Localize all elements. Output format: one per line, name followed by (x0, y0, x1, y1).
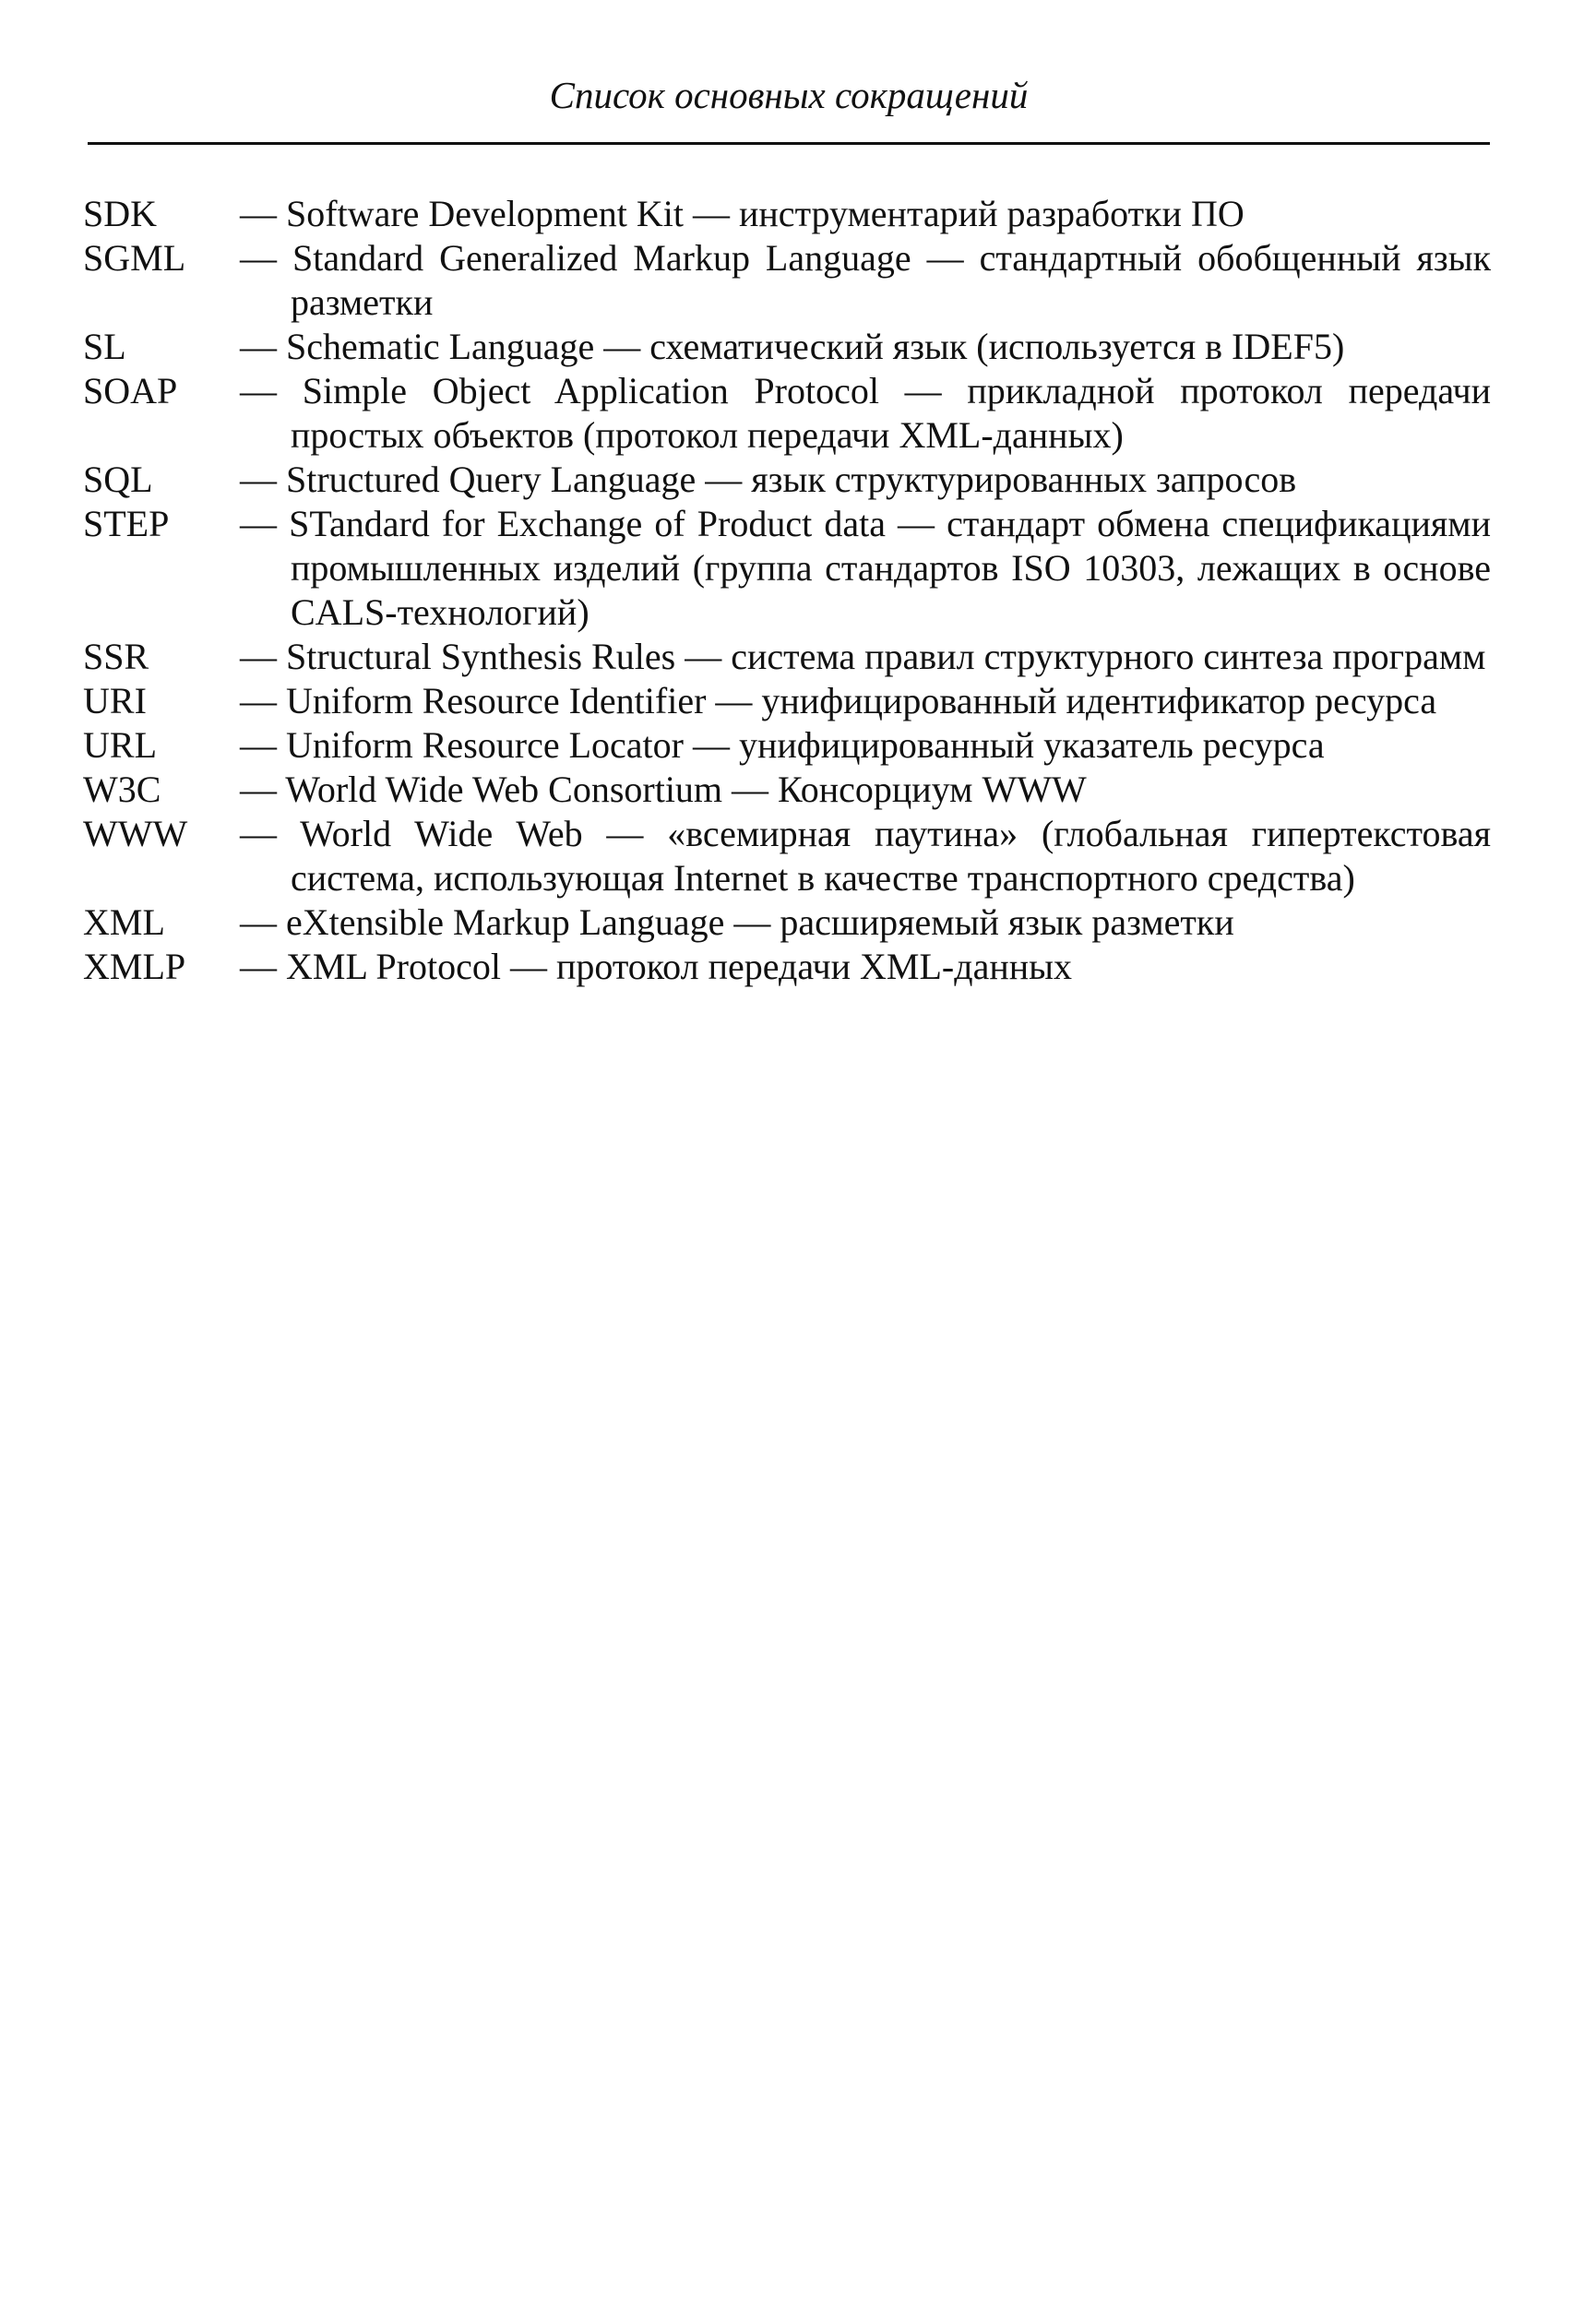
abbreviation-entry (83, 458, 1491, 502)
abbreviation-term: SSR (83, 636, 149, 677)
abbreviation-term: XML (83, 901, 165, 943)
abbreviation-term: SGML (83, 237, 186, 279)
abbreviation-definition: — STandard for Exchange of Product data — стандарт обмена спецификациями промышленных изделий (группа стандартов ISO 10303, лежащих в основе CALS-технологий) (240, 503, 1491, 633)
abbreviation-definition: — World Wide Web — «всемирная паутина» (глобальная гипертекстовая система, использующая Internet в качестве транспортного средства) (240, 813, 1491, 899)
abbreviation-term: SL (83, 326, 126, 367)
abbreviation-entry (83, 192, 1491, 236)
abbreviation-entry (83, 236, 1491, 325)
abbreviation-term: W3C (83, 769, 161, 810)
abbreviation-definition: — Structured Query Language — язык структурированных запросов (240, 459, 1297, 500)
abbreviation-definition: — World Wide Web Consortium — Консорциум WWW (240, 769, 1087, 810)
abbreviation-definition: — Uniform Resource Identifier — унифицированный идентификатор ресурса (240, 680, 1437, 721)
running-title: Список основных сокращений (549, 74, 1029, 116)
abbreviation-entry (83, 325, 1491, 369)
abbreviation-entry (83, 635, 1491, 679)
abbreviation-entry (83, 900, 1491, 945)
abbreviation-entry (83, 723, 1491, 768)
abbreviation-definition: — Standard Generalized Markup Language — стандартный обобщенный язык разметки (240, 237, 1491, 323)
abbreviation-definition: — XML Protocol — протокол передачи XML-данных (240, 946, 1073, 987)
abbreviation-entry (83, 945, 1491, 989)
abbreviation-entry (83, 369, 1491, 458)
abbreviation-term: SQL (83, 459, 153, 500)
abbreviation-definition: — Simple Object Application Protocol — прикладной протокол передачи простых объектов (протокол передачи XML-данных) (240, 370, 1491, 456)
abbreviation-term: URI (83, 680, 147, 721)
abbreviation-term: SDK (83, 193, 158, 234)
abbreviation-term: SOAP (83, 370, 178, 411)
abbreviation-term: URL (83, 724, 157, 766)
abbreviation-entry (83, 679, 1491, 723)
abbreviation-list (83, 192, 1491, 989)
abbreviation-entry (83, 768, 1491, 812)
abbreviation-entry (83, 502, 1491, 635)
abbreviation-definition: — eXtensible Markup Language — расширяемый язык разметки (240, 901, 1234, 943)
abbreviation-definition: — Structural Synthesis Rules — система правил структурного синтеза программ (240, 636, 1486, 677)
header-rule (88, 142, 1490, 145)
abbreviation-term: XMLP (83, 946, 186, 987)
abbreviation-definition: — Schematic Language — схематический язык (используется в IDEF5) (240, 326, 1345, 367)
abbreviation-definition: — Software Development Kit — инструментарий разработки ПО (240, 193, 1244, 234)
abbreviation-entry (83, 812, 1491, 900)
abbreviation-term: WWW (83, 813, 188, 854)
abbreviation-definition: — Uniform Resource Locator — унифицированный указатель ресурса (240, 724, 1325, 766)
abbreviation-term: STEP (83, 503, 170, 544)
